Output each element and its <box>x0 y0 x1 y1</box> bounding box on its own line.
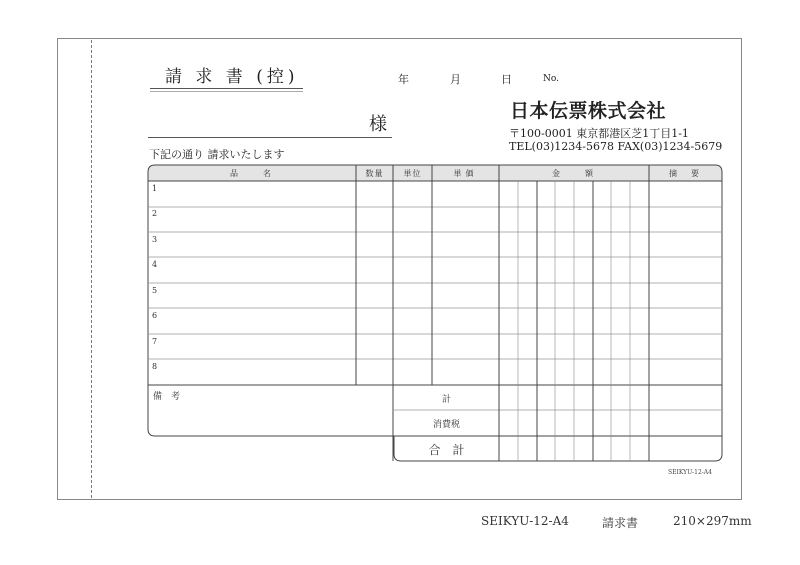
row-number: 1 <box>152 184 158 193</box>
row-number: 7 <box>152 337 158 346</box>
column-header-item: 品 名 <box>230 169 274 178</box>
tax-label: 消費税 <box>432 420 460 430</box>
row-number: 5 <box>152 286 158 295</box>
recipient-honorific: 様 <box>369 114 387 135</box>
year-label: 年 <box>398 73 409 86</box>
row-number: 3 <box>152 235 158 244</box>
company-tel-fax: TEL(03)1234-5678 FAX(03)1234-5679 <box>509 140 723 153</box>
column-header-amount: 金 額 <box>552 169 596 178</box>
remarks-label: 備 考 <box>153 392 181 402</box>
bottom-product-name: 請求書 <box>602 516 639 530</box>
row-number: 6 <box>152 311 158 320</box>
subtotal-label: 計 <box>441 395 451 405</box>
month-label: 月 <box>450 73 461 86</box>
company-name: 日本伝票株式会社 <box>510 100 667 122</box>
day-label: 日 <box>501 73 512 86</box>
company-address: 〒100-0001 東京都港区芝1丁目1-1 <box>509 127 689 140</box>
number-label: No. <box>543 74 559 84</box>
bottom-product-code: SEIKYU-12-A4 <box>481 514 569 528</box>
row-number: 4 <box>152 260 158 269</box>
bottom-paper-size: 210×297mm <box>673 514 752 528</box>
row-number: 2 <box>152 209 158 218</box>
document-title: 請 求 書 (控) <box>165 67 299 87</box>
total-label: 合 計 <box>428 443 465 457</box>
column-header-unit-price: 単価 <box>453 169 478 178</box>
form-code: SEIKYU-12-A4 <box>668 469 712 476</box>
row-number: 8 <box>152 362 158 371</box>
intro-note: 下記の通り 請求いたします <box>149 148 285 161</box>
column-header-unit: 単位 <box>403 169 422 178</box>
column-header-remarks: 摘 要 <box>669 169 702 178</box>
column-header-quantity: 数量 <box>365 169 384 178</box>
